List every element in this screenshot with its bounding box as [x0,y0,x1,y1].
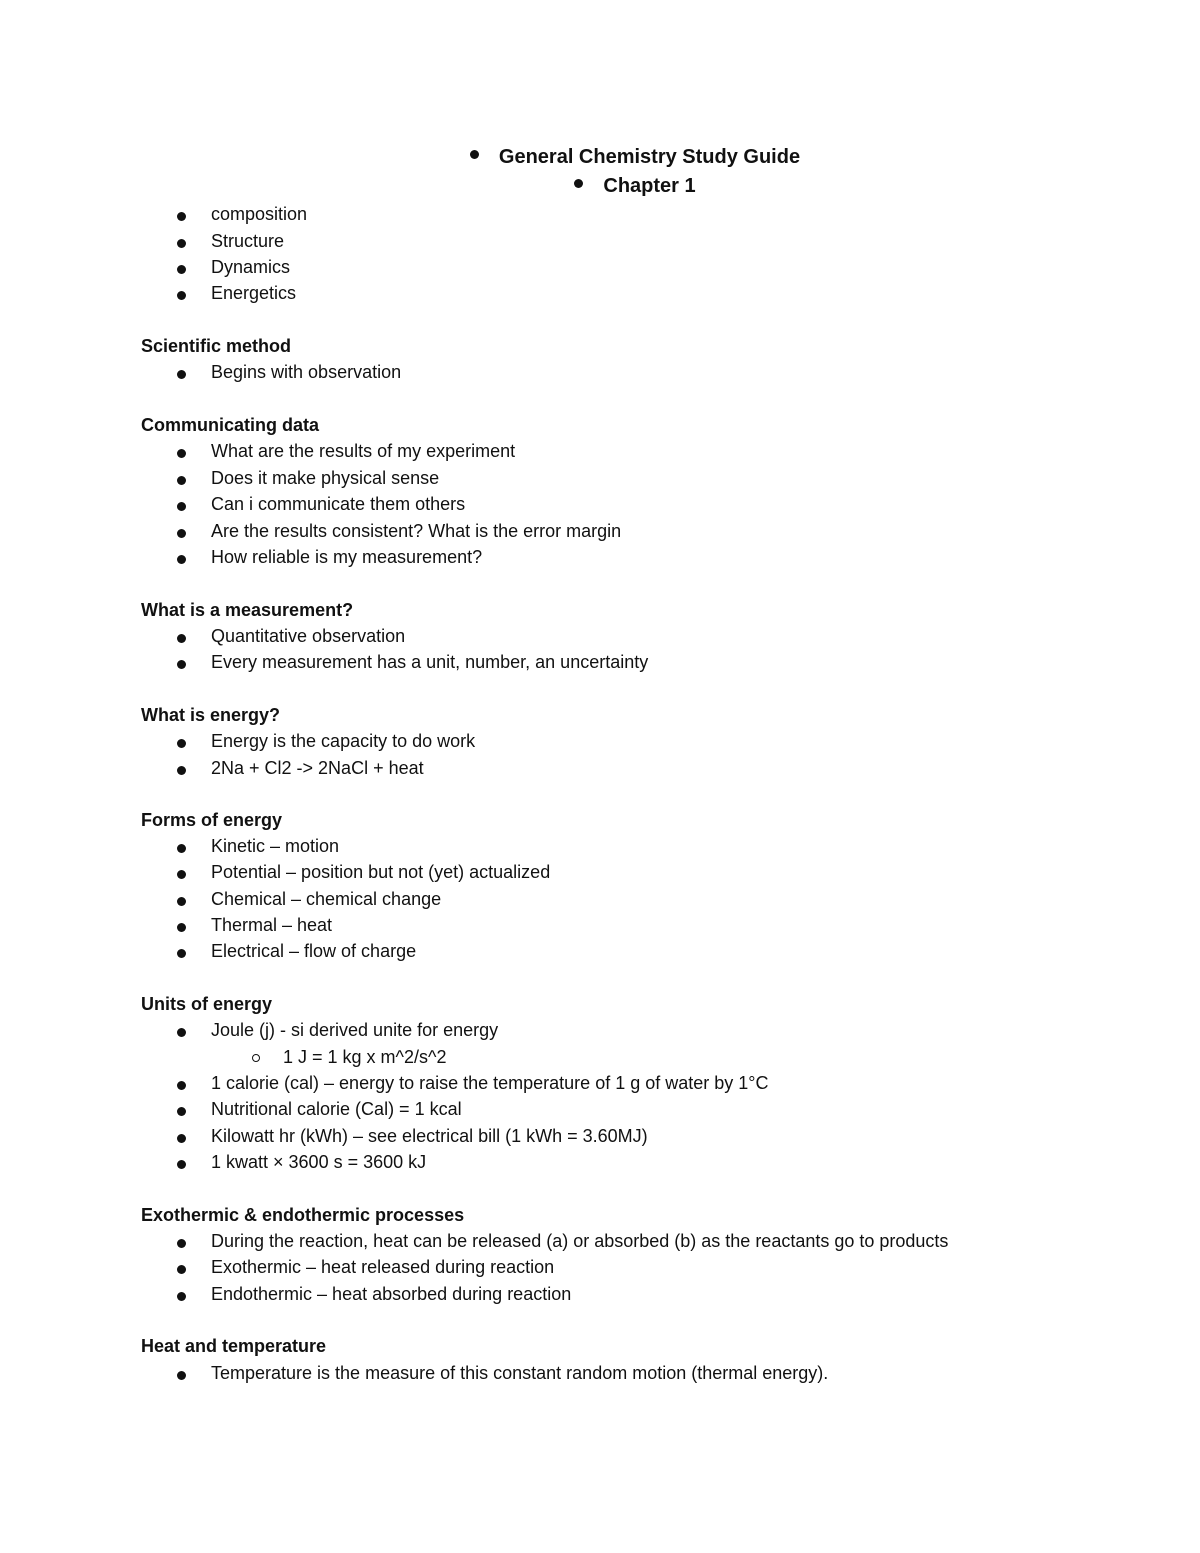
list-item: Electrical – flow of charge [211,941,416,962]
list-item: What are the results of my experiment [211,441,515,462]
bullet-icon [177,870,186,879]
section-heading: Heat and temperature [141,1336,327,1356]
bullet-icon [177,265,186,274]
list-item: Does it make physical sense [211,468,439,489]
bullet-icon [177,897,186,906]
list-item: 2Na + Cl2 -> 2NaCl + heat [211,758,424,779]
bullet-icon [177,239,186,248]
circle-bullet-icon [252,1054,260,1062]
bullet-icon [177,1371,186,1380]
list-item: Dynamics [211,257,290,278]
bullet-icon [177,370,186,379]
bullet-icon [177,212,186,221]
list-item: Kinetic – motion [211,836,339,857]
bullet-icon [177,1081,186,1090]
bullet-icon [177,1239,186,1248]
list-item: composition [211,204,307,225]
list-item: Potential – position but not (yet) actualized [211,862,550,883]
list-item: Can i communicate them others [211,494,465,515]
section-heading: Exothermic & endothermic processes [141,1205,465,1225]
list-item: Exothermic – heat released during reaction [211,1257,554,1278]
list-item: Are the results consistent? What is the error margin [211,521,621,542]
bullet-icon [177,766,186,775]
list-item: Temperature is the measure of this constant random motion (thermal energy). [211,1363,828,1384]
bullet-icon [177,844,186,853]
list-item: Kilowatt hr (kWh) – see electrical bill (1 kWh = 3.60MJ) [211,1126,648,1147]
bullet-icon [177,1292,186,1301]
list-item: Nutritional calorie (Cal) = 1 kcal [211,1099,462,1120]
list-item: Energy is the capacity to do work [211,731,475,752]
bullet-icon [177,502,186,511]
section-heading: What is a measurement? [141,600,354,620]
list-item: How reliable is my measurement? [211,547,482,568]
bullet-icon [177,1160,186,1169]
list-item: Joule (j) - si derived unite for energy [211,1020,498,1041]
list-item: During the reaction, heat can be released (a) or absorbed (b) as the reactants go to products [211,1231,948,1252]
bullet-icon [177,529,186,538]
bullet-icon [177,291,186,300]
list-item: Structure [211,231,284,252]
list-item: Energetics [211,283,296,304]
bullet-icon [177,949,186,958]
chapter-title: Chapter 1 [0,175,1200,198]
list-item: Chemical – chemical change [211,889,441,910]
sub-list-item: 1 J = 1 kg x m^2/s^2 [283,1047,446,1068]
section-heading: Units of energy [141,994,273,1014]
bullet-icon [177,555,186,564]
bullet-icon [177,1134,186,1143]
bullet-icon [177,660,186,669]
bullet-icon [574,179,583,188]
bullet-icon [177,1265,186,1274]
section-heading: Communicating data [141,415,320,435]
bullet-icon [177,1028,186,1037]
bullet-icon [177,476,186,485]
list-item: 1 calorie (cal) – energy to raise the temperature of 1 g of water by 1°C [211,1073,768,1094]
bullet-icon [470,150,479,159]
section-heading: What is energy? [141,705,281,725]
document-title: General Chemistry Study Guide [0,146,1200,169]
list-item: Endothermic – heat absorbed during reaction [211,1284,571,1305]
bullet-icon [177,739,186,748]
bullet-icon [177,449,186,458]
list-item: 1 kwatt × 3600 s = 3600 kJ [211,1152,426,1173]
list-item: Thermal – heat [211,915,332,936]
bullet-icon [177,923,186,932]
list-item: Every measurement has a unit, number, an uncertainty [211,652,648,673]
list-item: Begins with observation [211,362,401,383]
bullet-icon [177,1107,186,1116]
list-item: Quantitative observation [211,626,405,647]
section-heading: Forms of energy [141,810,283,830]
bullet-icon [177,634,186,643]
section-heading: Scientific method [141,336,292,356]
